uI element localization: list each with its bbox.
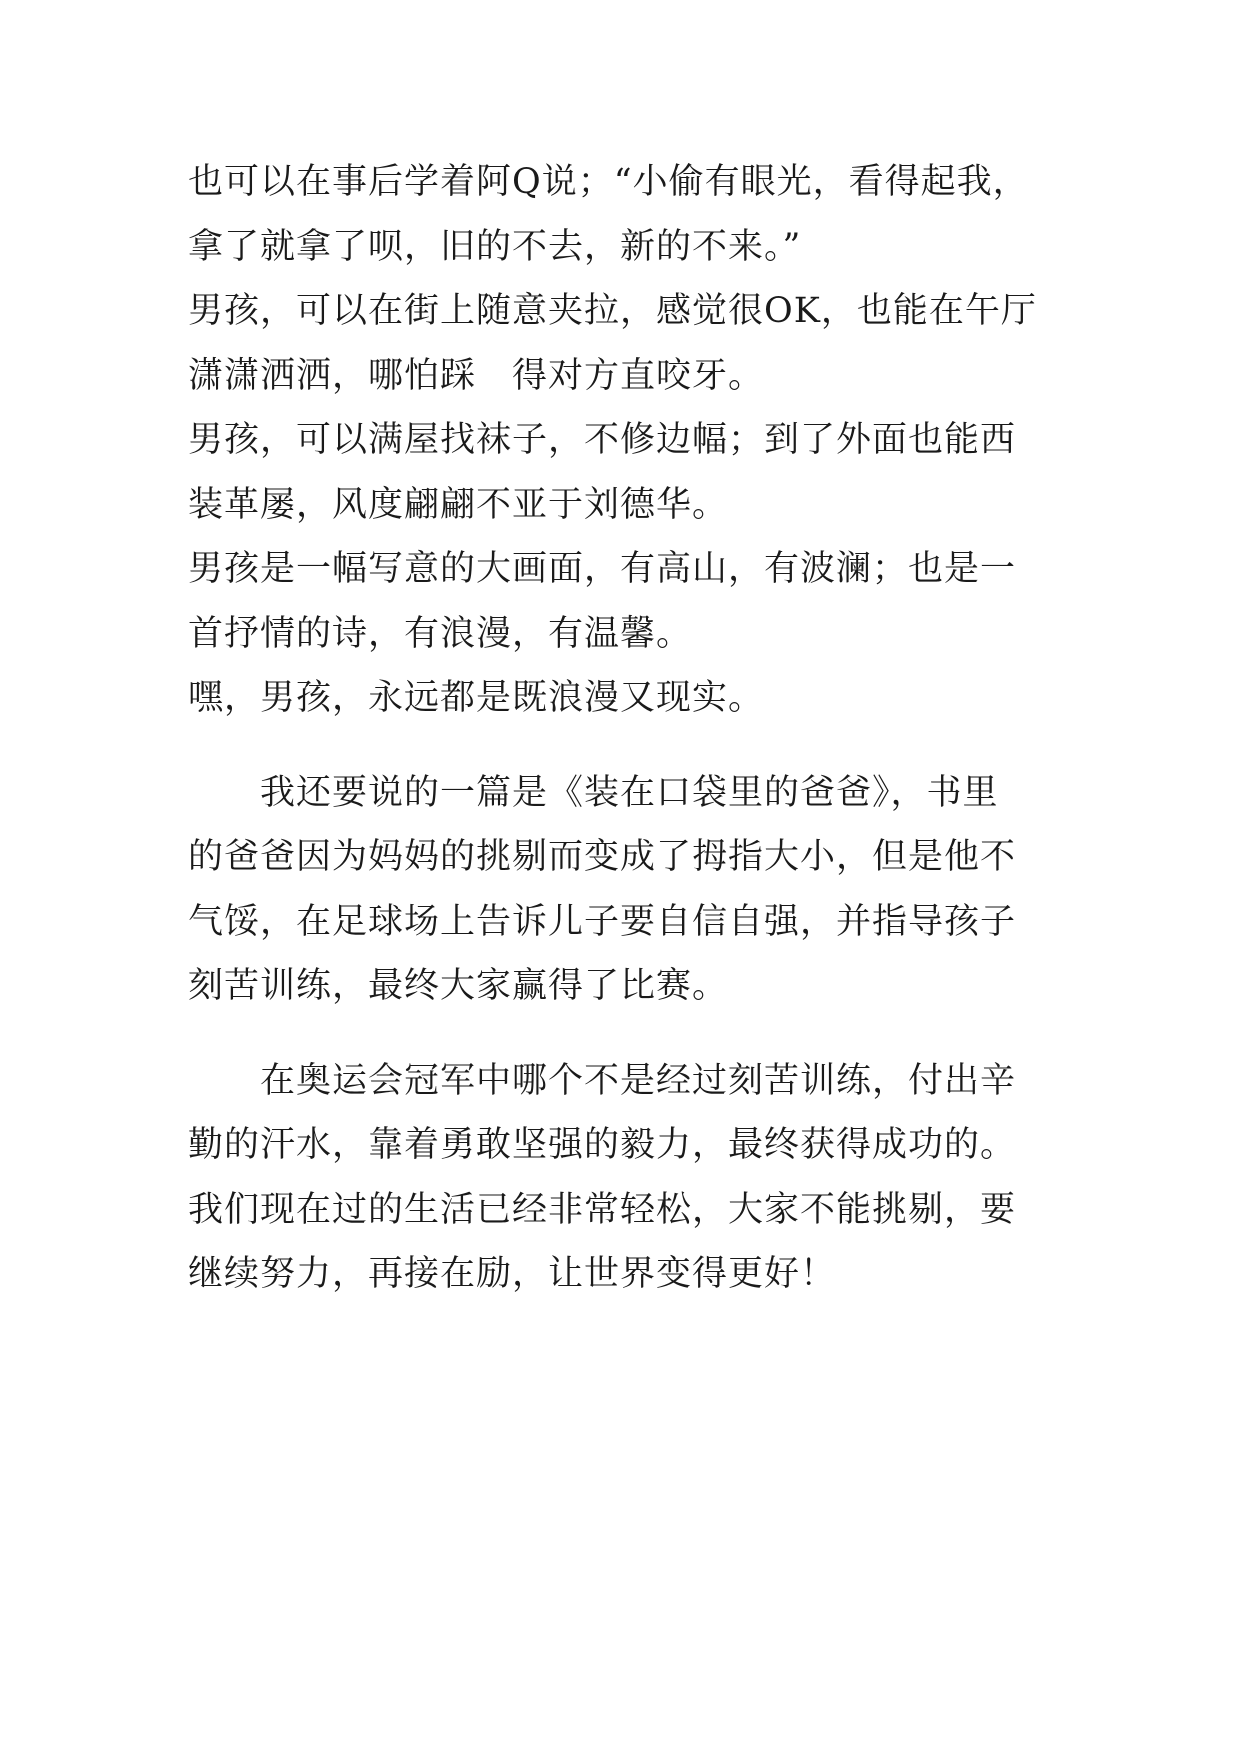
text-line: 我还要说的一篇是《装在口袋里的爸爸》，书里 bbox=[188, 772, 999, 813]
paragraph-group-boy bbox=[188, 150, 1068, 731]
text-line: 男孩，可以在街上随意夹拉，感觉很OK，也能在午厅 bbox=[188, 291, 1037, 331]
paragraph-olympics bbox=[188, 1049, 1068, 1307]
text-line: 刻苦训练，最终大家赢得了比赛。 bbox=[188, 966, 729, 1006]
paragraph-spacer bbox=[188, 1019, 1068, 1049]
text-line: 的爸爸因为妈妈的挑剔而变成了拇指大小，但是他不 bbox=[188, 837, 1017, 877]
document-body bbox=[188, 150, 1068, 1307]
text-line: 首抒情的诗，有浪漫，有温馨。 bbox=[188, 613, 693, 654]
text-line: 装革屡，风度翩翩不亚于刘德华。 bbox=[188, 484, 729, 525]
text-line: 嘿，男孩，永远都是既浪漫又现实。 bbox=[188, 678, 765, 718]
text-line: 在奥运会冠军中哪个不是经过刻苦训练，付出辛 bbox=[188, 1060, 1017, 1101]
text-line: 气馁，在足球场上告诉儿子要自信自强，并指导孩子 bbox=[188, 901, 1017, 942]
text-line: 我们现在过的生活已经非常轻松，大家不能挑剔，要 bbox=[188, 1189, 1017, 1230]
text-line: 男孩是一幅写意的大画面，有高山，有波澜；也是一 bbox=[188, 549, 1017, 589]
text-line: 继续努力，再接在励，让世界变得更好！ bbox=[188, 1254, 837, 1294]
text-line: 拿了就拿了呗，旧的不去，新的不来。” bbox=[188, 226, 802, 267]
text-line: 勤的汗水，靠着勇敢坚强的毅力，最终获得成功的。 bbox=[188, 1125, 1017, 1165]
paragraph-pocket-dad bbox=[188, 761, 1068, 1019]
text-line: 潇潇洒洒，哪怕踩 得对方直咬牙。 bbox=[188, 355, 765, 396]
paragraph-spacer bbox=[188, 731, 1068, 761]
text-line: 也可以在事后学着阿Q说；“小偷有眼光，看得起我， bbox=[188, 162, 1029, 202]
text-line: 男孩，可以满屋找袜子，不修边幅；到了外面也能西 bbox=[188, 420, 1017, 460]
